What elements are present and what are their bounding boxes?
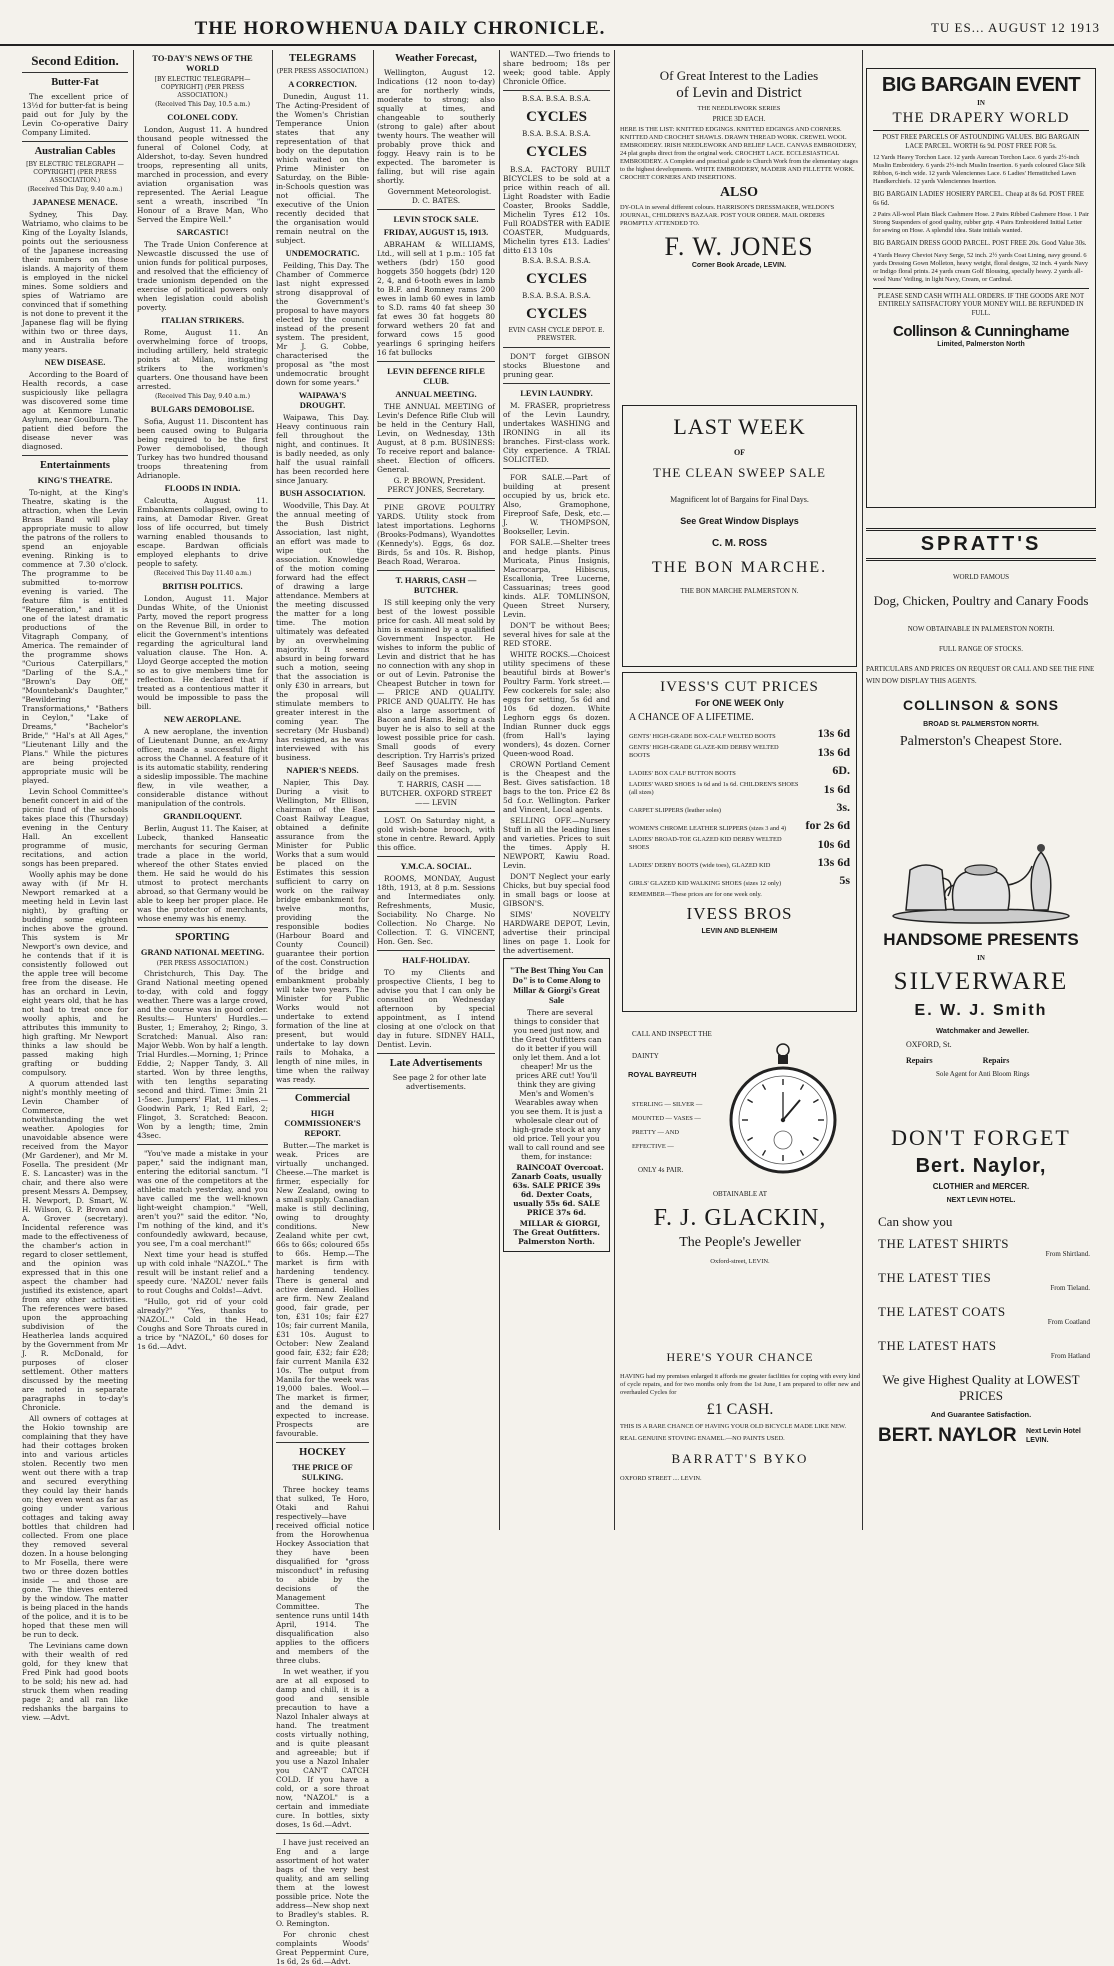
item-description: LADIES' WARD SHOES 1s 6d and 1s 6d. CHILDREN'S SHOES (all sizes): [629, 781, 799, 796]
ad-heading: BIG BARGAIN EVENT: [881, 74, 1081, 96]
ad-address: Oxford-street, LEVIN.: [710, 1258, 770, 1265]
masthead-date: TU ES... AUGUST 12 1913: [930, 20, 1100, 35]
ad-text: Watchmaker and Jeweller.: [936, 1026, 1030, 1035]
article-heading: Australian Cables: [34, 146, 116, 157]
article-text: London, August 11. Major Dundas White, of the Unionist Party, moved the report progress on the Revenue Bill, in order to elicit the Government's intentions regarding the agricultural land valuation clause. The Hon. A. Lloyd George accepted the motion so as to give members time for reflection. He declared that if treated as a contentious matter it would be impossible to pass the bill.: [137, 594, 268, 711]
ad-heading: THE DRAPERY WORLD: [892, 110, 1070, 126]
glackin-jeweller-ad: [620, 1030, 860, 1330]
signature: G. P. BROWN, President. PERCY JONES, Secretary.: [387, 476, 486, 494]
article-text: Feilding, This Day. The Chamber of Commerce last night expressed strong disapproval of the Government's proposal to have mayors elected by the council instead of the present system. The president, Mr J. G. Cobbe, characterised the proposal as "the most undemocratic brought down for some years.": [276, 261, 369, 387]
product-name: THE LATEST SHIRTS: [878, 1236, 1009, 1251]
article-heading: NEW DISEASE.: [44, 357, 106, 367]
ad-subheading: OF: [733, 448, 746, 457]
article-text: Berlin, August 11. The Kaiser, at Lubeck, thanked Hanseatic merchants for securing German trade a place in the world, whereof the other States envied them. He said he would do his utmost to protect merchants abroad, so that Germany would be able to keep her proper place. He was the protector of merchants, whose enemy was his enemy.: [137, 824, 268, 923]
article-text: Three hockey teams that sulked, Te Horo, Otaki and Rahui respectively—have received official notice from the Horowhenua Hockey Association that they have been disqualified for "gross misconduct" in refusing to abide by the decisions of the Management Committee. The sentence runs until 14th April, 1914. The disqualification also applies to the officers and members of the three clubs.: [276, 1485, 369, 1665]
ad-footer: [866, 1425, 1096, 1451]
item-description: LADIES' DERBY BOOTS (wide toes), GLAZED KID: [629, 862, 771, 869]
masthead: [0, 0, 1114, 46]
article-text: Sydney, This Day. Watriamo, who claims to be King of the Loyalty Islands, points out the seriousness of the Japanese increasing their numbers on those islands. A majority of them is employed in the nickel mines. Some soldiers and spies of Watriamo are convinced that if something is not done to prevent it the Japanese flag will be flying within two or three days, and in Australia before many years.: [22, 210, 128, 354]
article-text: Levin School Committee's benefit concert in aid of the picnic fund of the schools takes place this (Thursday) evening in the Century Hall. An excellent programme of music, recitations, and action songs has been prepared.: [22, 787, 128, 868]
ad-subheading: For ONE WEEK Only: [695, 698, 784, 708]
divider: [503, 383, 610, 384]
ad-text: OBTAINABLE AT: [712, 1190, 768, 1198]
silverware-icon: [886, 830, 1076, 925]
ad-heading: "The Best Thing You Can Do" is to Come Along to Millar & Giorgi's Great Sale: [509, 965, 604, 1005]
divider: [377, 856, 495, 857]
notice-text: See page 2 for other late advertisements.: [392, 1073, 487, 1091]
article-heading: BUSH ASSOCIATION.: [279, 488, 366, 498]
masthead-title: THE HOROWHENUA DAILY CHRONICLE.: [194, 18, 606, 39]
article-heading: A CORRECTION.: [288, 79, 357, 89]
article-text: London, August 11. A hundred thousand people witnessed the funeral of Colonel Cody, at Aldershot, to-day. Seven hundred troops, representing all units, marched in procession, and every aviation organisation was represented. The Aerial League sent a wreath, inscribed "In Honour of a Brave Man, Who Served the Empire Well.": [137, 125, 268, 224]
price-row: [629, 818, 850, 833]
ad-heading: THE CLEAN SWEEP SALE: [653, 465, 826, 480]
divider: [22, 72, 128, 73]
bsa-line: B.S.A. B.S.A. B.S.A.: [522, 95, 591, 103]
article-heading: COLONEL CODY.: [167, 112, 238, 122]
article-heading: JAPANESE MENACE.: [32, 197, 118, 207]
ad-items: RAINCOAT Overcoat. Zanarb Coats, usually 63s. SALE PRICE 39s 6d. Dexter Coats, usually 55s 6d. SALE PRICE 37s 6d.: [511, 1163, 604, 1217]
ad-text: NOW OBTAINABLE IN PALMERSTON NORTH.: [907, 625, 1055, 633]
ad-subheading: THE NEEDLEWORK SERIES: [697, 105, 781, 112]
article-text: Woolly aphis may be done away with (if Mr H. Newport remarked at a meeting held in Levin last night), by grafting or budding some eighteen inches above the ground. This system is Mr Newport's own device, and he contends that if it is consistently followed out the apple tree will become free from the disease. He has an orchard in Levin, eight years old, that he has not had to treat once for woolly aphis, and he attributes this immunity to high grafting. Mr Newport thinks a law should be passed making high grafting or budding compulsory.: [22, 870, 128, 1077]
bsa-line: B.S.A. B.S.A. B.S.A.: [522, 130, 591, 138]
ad-brand: IVESS BROS: [686, 904, 793, 923]
product-row: [878, 1270, 1096, 1298]
article-text: Christchurch, This Day. The Grand National meeting opened to-day, with cold and foggy weather. There was a large crowd, and the course was in good order. Results:— Hunters' Hurdles.—Buster, 1; Emerahoy, 2; Ringo, 3. Scratched: Manual. Also ran: Major Webb. Won by half a length. Trial Hurdles.—Morning, 1; Prince Eddie, 2; Napper Tandy, 3. All started. Won by three lengths, with ten lengths separating second and third. Time: 3min 21 1-5sec. Jumpers' Flat, 11 miles.—Goodwin Park, 1; Red Earl, 2; Flingot, 3. Scratched: Beacon. Won by a length; time, 2min 43sec.: [137, 969, 268, 1140]
item-price: 1s 6d: [823, 782, 850, 796]
article-subheading: (PER PRESS ASSOCIATION.): [156, 960, 249, 967]
product-origin: From Tieland.: [1050, 1284, 1090, 1292]
ross-bon-marche-ad: [622, 405, 857, 667]
item-price: 3s.: [836, 800, 850, 814]
ad-price: £1 CASH.: [706, 1401, 774, 1418]
notice-heading: T. HARRIS, CASH — BUTCHER.: [395, 575, 477, 595]
article-text: Napier, This Day. During a visit to Wellington, Mr Ellison, chairman of the East Coast Railway League, obtained a definite assurance from the Minister for Public Works that a sum would be placed on the Estimates this session sufficient to carry on work on the railway bridge embankment for twelve months, providing the responsible bodies (Harbour Board and County Council) guarantee their portion of the cost. Construction of the bridge and embankment probably will take two years. The Minister for Public Works would not undertake to extend formation of the line at present, but would undertake to lay down rails to Mohaka, a length of nine miles, in time when the railway was ready.: [276, 778, 369, 1084]
ad-price: ONLY 4s PAIR.: [638, 1166, 684, 1174]
ad-text: Sole Agent for Anti Bloom Rings: [936, 1070, 1030, 1078]
article-subheading: (Received This Day, 9.40 a.m.): [27, 186, 123, 193]
section-subheading: (PER PRESS ASSOCIATION.): [276, 68, 369, 75]
divider: [137, 927, 268, 928]
ad-text: See Great Window Displays: [680, 516, 799, 526]
product-origin: From Coatland: [1047, 1318, 1090, 1326]
article-text: Woodville, This Day. At the annual meeting of the Bush District Association, last night, an effort was made to wipe out the association. Knowledge of the motion coming forward had the effect of drawing a large attendance. Members at the meeting discussed the matter for a long time. The motion ultimately was defeated by an overwhelming majority. It seems absurd in being forward such a motion, seeing that the association is only £30 in arrears, but the proposal will stimulate members to greater interest in the coming year. The secretary (Mr Husband) has resigned, as he was interviewed with his business.: [276, 501, 369, 762]
article-text: To-night, at the King's Theatre, skating is the attraction, when the Levin Brass Band will play appropriate music to allow the patrons of the rollers to spend an enjoyable evening. Rinking is to commence at 7.30 o'clock. The programme to be submitted to-morrow evening is varied. The feature film is entitled "Regeneration," and it is one of the latest dramatic productions of the Vitagraph Company, of America. The remainder of the programme shows "Curious Caterpillars," "Darling of the S.A.," "Brown's Day Off," "Mountebank's Daughter," "Bewildering Transformations," "Bathers in Ceylon," "Lake of Dreams," "Bachelor's Bride," "Hal's at All Ages," "Lieutenant Lilly and the Plans." While the pictures are being projected appropriate music will be played.: [22, 488, 128, 785]
column-rule: [862, 50, 863, 1530]
classified-text: DON'T forget GIBSON stocks Bluestone and pruning gear.: [503, 352, 610, 379]
price-row: [629, 873, 850, 888]
classified-text: B.S.A. FACTORY BUILT BICYCLES to be sold at a price within reach of all. Light Roadster with Eadie Coaster, Brooks Saddle, Michelin Tyres £12 10s. Full ROADSTER with EADIE COASTER, Mudguards, Michelin tyres £13. Ladies' ditto £13 10s: [503, 165, 610, 255]
divider: [276, 1833, 369, 1834]
classified-text: FOR SALE.—Part of building at present occupied by us, brick etc. Also, Gramophone, Fireproof Safe, Desk, etc.—J. W. THOMPSON, Bookseller, Levin.: [503, 473, 610, 536]
column-rule: [272, 50, 273, 1530]
ad-text: HAVING had my premises enlarged it affords me greater facilities for coping with every kind of cycle repairs, and for two months only from the 1st June, I am prepared to offer new and overhauled Cycles for: [620, 1373, 860, 1396]
notice-text: IS still keeping only the very best of the lowest possible price for cash. All meat sold by him is examined by a qualified Government Inspector. He wishes to inform the public of Levin and district that he has no connection with any shop in or out of Levin. Patronise the Cheapest Butcher in town for— PRICE AND QUALITY. PRICE AND QUALITY. He has also a large assortment of Bacon and Hams. Being a cash buyer he is also to sell at the lowest possible price for cash. Small goods of every description. Try Harris's prized Beef Sausages made fresh daily on the premises.: [377, 598, 495, 778]
article-heading: ITALIAN STRIKERS.: [161, 315, 244, 325]
column-3: [276, 50, 369, 1966]
divider: [377, 361, 495, 362]
edition-heading: Second Edition.: [31, 53, 119, 68]
notice-text: LOST. On Saturday night, a gold wish-bone brooch, with stone in centre. Reward. Apply this office.: [377, 816, 495, 852]
divider: [377, 811, 495, 812]
price-row: [629, 744, 850, 760]
section-subheading: [BY ELECTRIC TELEGRAPH—COPYRIGHT] (PER PRESS ASSOCIATION.): [154, 76, 251, 99]
ad-list: 4 Yards Heavy Cheviot Navy Serge, 52 inch. 2½ yards Coat Lining, navy ground. 6 yards Dressing Gown Molleton, heavy weight, floral designs, 32 inch. 4 yards Navy or Indigo floral prints. 24 yards cream Golf Blousing, specially heavy. 2 yards all-wool Nuns' Veiling, in light Navy, Cream, or Cardinal.: [873, 251, 1089, 283]
ad-text: Repairs Repairs: [906, 1056, 1010, 1065]
notice-heading: ANNUAL MEETING.: [395, 389, 477, 399]
ad-subheading: The People's Jeweller: [679, 1235, 801, 1250]
advertisement-text: The Levinians came down with their wealth of red gold, for they knew that Fred Pink had good boots to be sold; his new ad. had struck them when reading page 2; and all ran like redshanks the bargains to view. —Advt.: [22, 1641, 128, 1722]
ad-text: PARTICULARS AND PRICES ON REQUEST OR CALL AND SEE THE FINE WIN DOW DISPLAY THIS AGENTS.: [866, 665, 1095, 685]
divider: [22, 141, 128, 142]
article-text: A new aeroplane, the invention of Lieutenant Dunne, an ex-Army officer, made a successful flight across the Channel. A feature of it is its automatic stability, rendering a sideslip impossible. The machine flew, in vile weather, a considerable distance without manipulation of the controls.: [137, 727, 268, 808]
article-heading: WAIPAWA'S DROUGHT.: [298, 390, 347, 410]
ad-brand: COLLINSON & SONS: [902, 697, 1059, 713]
ad-text: REAL GENUINE STOVING ENAMEL.—NO PAINTS USED.: [620, 1435, 785, 1442]
column-4: [377, 50, 495, 1530]
cycles-heading: CYCLES: [526, 109, 587, 125]
price-row: [629, 781, 850, 797]
divider: [22, 455, 128, 456]
ad-brand: ROYAL BAYREUTH: [628, 1070, 697, 1079]
column-rule: [133, 50, 134, 1530]
ad-heading: IVESS'S CUT PRICES: [660, 679, 819, 695]
item-description: WOMEN'S CHROME LEATHER SLIPPERS (sizes 3 and 4): [629, 825, 787, 832]
column-5: [503, 50, 610, 1530]
ad-text: REMEMBER—These prices are for one week only.: [629, 891, 762, 898]
item-price: 13s 6d: [817, 745, 850, 759]
ad-text: There are several things to consider that you need just now, and the Great Outfitters can do it better if you will only let them. And a lot cheaper! Mr us the prices ARE cut! You'll think they are giving Men's and Women's Wearables away when you see them. It is just a wholesale clear out of high-grade stock at any old price. Tell your you wall to call round and see them, for instance:: [508, 1008, 605, 1161]
article-heading: GRANDILOQUENT.: [163, 811, 242, 821]
article-text: Rome, August 11. An overwhelming force of troops, including artillery, held strategic points at Milan, instigating strikers to the workmen's quarters. One thousand have been arrested.: [137, 328, 268, 391]
notice-heading: Y.M.C.A. SOCIAL.: [400, 861, 472, 871]
price-list: [629, 726, 850, 888]
ad-footer: MILLAR & GIORGI, The Great Outfitters. Palmerston North.: [513, 1219, 601, 1246]
ad-text: STERLING — SILVER — MOUNTED — VASES — PRETTY — AND EFFECTIVE —: [632, 1101, 703, 1150]
article-text: Waipawa, This Day. Heavy continuous rain fell throughout the night, and continues. It is badly needed, as only half the usual rainfall has been recorded here since January.: [276, 413, 369, 485]
pocket-watch-icon: [728, 1040, 838, 1185]
section-heading: Late Advertisements: [389, 1058, 483, 1069]
ad-text: PLEASE SEND CASH WITH ALL ORDERS. IF THE GOODS ARE NOT ENTIRELY SATISFACTORY YOUR MONEY WILL BE REFUNDED IN FULL.: [877, 292, 1085, 317]
divider: [377, 570, 495, 571]
ad-heading: Of Great Interest to the Ladies: [659, 68, 819, 83]
received-note: (Received This Day, 10.5 a.m.): [154, 101, 251, 108]
ad-heading: Dog, Chicken, Poultry and Canary Foods: [873, 593, 1089, 608]
item-price: 6D.: [832, 763, 850, 777]
product-row: [878, 1338, 1096, 1366]
divider: [873, 130, 1089, 131]
ad-brand: C. M. ROSS: [711, 538, 767, 549]
divider: [377, 950, 495, 951]
notice-heading: LEVIN LAUNDRY.: [520, 388, 593, 398]
ad-address: Next Levin Hotel LEVIN.: [1026, 1428, 1081, 1444]
item-description: LADIES' BOX CALF BUTTON BOOTS: [629, 770, 736, 777]
ad-address: BROAD St. PALMERSTON NORTH.: [923, 721, 1039, 728]
price-row: [629, 836, 850, 852]
cycles-heading: CYCLES: [526, 306, 587, 322]
article-heading: HIGH COMMISSIONER'S REPORT.: [284, 1108, 361, 1138]
jones-needlework-ad: [620, 68, 858, 380]
section-heading: Weather Forecast,: [395, 53, 477, 64]
divider: [873, 288, 1089, 289]
product-row: [878, 1236, 1096, 1264]
bsa-line: B.S.A. B.S.A. B.S.A.: [522, 257, 591, 265]
ad-subheading: IN: [977, 99, 985, 107]
item-price: for 2s 6d: [805, 818, 850, 832]
notice-text: THE ANNUAL MEETING of Levin's Defence Rifle Club will be held in the Century Hall, Levin, on Wednesday, 13th August, at 8 p.m. BUSINESS: To receive report and balance-sheet. Election of officers. General.: [377, 402, 495, 474]
article-heading: NAPIER'S NEEDS.: [286, 765, 359, 775]
notice-heading: FRIDAY, AUGUST 15, 1913.: [383, 227, 489, 237]
notice-heading: LEVIN STOCK SALE.: [393, 214, 479, 224]
ad-text: A CHANCE OF A LIFETIME.: [629, 712, 754, 723]
article-heading: Entertainments: [40, 460, 110, 471]
column-2: [137, 50, 268, 1530]
notice-heading: LEVIN DEFENCE RIFLE CLUB.: [387, 366, 485, 386]
ad-text: DAINTY: [632, 1052, 659, 1060]
divider: [276, 1442, 369, 1443]
ad-text: BIG BARGAIN DRESS GOOD PARCEL. POST FREE 20s. Good Value 30s.: [873, 240, 1087, 247]
ad-text: Palmerston's Cheapest Store.: [899, 734, 1063, 749]
article-heading: FLOODS IN INDIA.: [164, 483, 241, 493]
ad-subheading: IN: [977, 954, 985, 962]
column-rule: [373, 50, 374, 1530]
article-text: Calcutta, August 11. Embankments collapsed, owing to rains, at Damodar River. Great loss of life occurred, but timely warning enabled thousands to escape. Bardwan officials employed elephants to drive people to safety.: [137, 496, 268, 568]
ad-text: THIS IS A RARE CHANCE OF HAVING YOUR OLD BICYCLE MADE LIKE NEW.: [620, 1423, 847, 1430]
product-origin: From Hatland: [1050, 1352, 1090, 1360]
ad-address: LEVIN AND BLENHEIM: [701, 928, 778, 935]
ad-brand: E. W. J. Smith: [914, 1002, 1048, 1019]
cycles-heading: CYCLES: [526, 144, 587, 160]
article-heading: BULGARS DEMOBOLISE.: [150, 404, 255, 414]
ad-list: HERE IS THE LIST: KNITTED EDGINGS. KNITTED EDGINGS AND CORNERS. KNITTED AND CROCHET SHAWLS. DRAWN THREAD WORK. CREWEL WOOL EMBROIDERY. IRISH NEEDLEWORK AND RELIEF LACE. CANVAS EMBROIDERY, 24 plat graphs direct from the original work. CROCHET LACE. ECCLESIASTICAL EMBROIDERY. A Complete and practical guide to Church Work from the elementary stages to the highest developments. WHITE EMBROIDERY, MADEIR AND FILLETTE WORK. CROCHET CORNERS AND INSERTIONS.: [620, 126, 858, 181]
ad-text: Can show you: [878, 1214, 953, 1229]
ad-brand: SPRATT'S: [866, 528, 1096, 561]
product-name: THE LATEST HATS: [878, 1338, 997, 1353]
advertisement-text: For chronic chest complaints Woods' Great Peppermint Cure, 1s 6d, 2s 6d.—Advt.: [276, 1930, 369, 1966]
article-text: According to the Board of Health records, a case suspiciously like pellagra was discovered some time ago at Kenmore Lunatic Asylum, near Goulburn. The patient died before the disease never was diagnosed.: [22, 370, 128, 451]
article-text: Dunedin, August 11. The Acting-President of the Women's Christian Temperance Union states that any representation of that body on the deputation which waited on the Prime Minister on Saturday, on the Bible-in-Schools question was not official. The executive of the Union recently decided that the organisation would remain neutral on the subject.: [276, 92, 369, 245]
notice-text: ROOMS, MONDAY, August 18th, 1913, at 8 p.m. Sessions and Intermediates only. Refreshments, Music, Sociability. No Charge. No Collection. No Charge. No Collection. T. G. VINCENT, Hon. Gen. Sec.: [377, 874, 495, 946]
ivess-cut-prices-ad: [622, 672, 857, 1012]
classified-text: M. FRASER, proprietress of the Levin Laundry, undertakes WASHING and IRONING in all its branches. First-class work. City experience. A TRIAL SOLICITED.: [503, 401, 610, 464]
ad-heading: HERE'S YOUR CHANCE: [666, 1350, 814, 1364]
divider: [503, 347, 610, 348]
article-heading: BRITISH POLITICS.: [162, 581, 243, 591]
ad-address: Limited, Palmerston North: [937, 341, 1025, 348]
ad-heading: HANDSOME PRESENTS: [883, 930, 1079, 949]
ad-text: Magnificent lot of Bargains for Final Days.: [670, 495, 809, 504]
price-row: [629, 800, 850, 815]
classified-text: DON'T be without Bees; several hives for sale at the RED STORE.: [503, 621, 610, 648]
article-heading: UNDEMOCRATIC.: [285, 248, 360, 258]
ad-heading: of Levin and District: [676, 85, 802, 101]
item-description: LADIES' BROAD-TOE GLAZED KID DERBY WELTED SHOES: [629, 836, 782, 851]
ad-subheading: CLOTHIER and MERCER.: [932, 1182, 1030, 1191]
ad-price: PRICE 3D EACH.: [712, 115, 766, 123]
item-description: GENTS' HIGH-GRADE BOX-CALF WELTED BOOTS: [629, 733, 776, 740]
item-description: GENTS' HIGH-GRADE GLAZE-KID DERBY WELTED BOOTS: [629, 744, 779, 759]
divider: [503, 468, 610, 469]
ad-address: OXFORD, St.: [906, 1040, 952, 1049]
item-price: 13s 6d: [817, 726, 850, 740]
dealer-line: EVIN CASH CYCLE DEPOT. E. PREWSTER.: [508, 327, 605, 342]
classified-text: SIMS' NOVELTY HARDWARE DEPOT, Levin, advertise their principal lines on page 1. Look for the advertisement.: [503, 910, 610, 955]
classified-text: WHITE ROCKS.—Choicest utility specimens of these beautiful birds at Bower's Poultry Farm. York street.—Few cockerels for sale; also eggs for setting, 5s 6d and 10s 6d dozen. White Leghorn eggs 6s dozen. Indian Runner duck eggs (from Hall's laying wonders), 4s dozen. Corner Queen-wood Road.: [503, 650, 610, 758]
section-heading: Commercial: [294, 1093, 351, 1104]
ad-brand: THE BON MARCHE.: [651, 559, 828, 576]
product-origin: From Shirtland.: [1045, 1250, 1090, 1258]
article-subheading: [BY ELECTRIC TELEGRAPH — COPYRIGHT] (PER PRESS ASSOCIATION.): [26, 161, 124, 184]
received-note: (Received This Day, 9.40 a.m.): [154, 393, 251, 400]
ad-heading: DON'T FORGET: [891, 1125, 1071, 1150]
divider: [503, 90, 610, 91]
column-rule: [614, 50, 615, 1530]
article-text: The Trade Union Conference at Newcastle discussed the use of union funds for political purposes, and resolved that the efficiency of trade unionism depended on the exercise of political powers only when legislation could abolish poverty.: [137, 240, 268, 312]
ad-brand: BARRATT'S BYKO: [671, 1451, 809, 1466]
collinson-cunninghame-ad: [866, 68, 1096, 508]
section-heading: TELEGRAMS: [288, 53, 357, 64]
advertisement-text: I have just received an Eng and a large assortment of hot water bags of the very best quality, and am selling them at the lowest possible price. Note the address—New shop next to Bradley's stables. R. O. Remington.: [276, 1838, 369, 1928]
section-heading: SPORTING: [175, 932, 230, 943]
item-description: GIRLS' GLAZED KID WALKING SHOES (sizes 12 only): [629, 880, 782, 887]
ad-brand: Collinson & Cunninghame: [893, 323, 1069, 340]
article-heading: GRAND NATIONAL MEETING.: [140, 947, 265, 957]
divider: [377, 209, 495, 210]
ad-heading: SILVERWARE: [893, 968, 1069, 995]
naylor-clothier-ad: [866, 1125, 1096, 1530]
divider: [377, 1053, 495, 1054]
article-text: All owners of cottages at the Hokio township are complaining that they have had their cottages broken into and various articles stolen. Recently two men went out there with a trap and secured everything they could lay their hands on; they even went as far as going under various cottages and taking away bottles that children had collected. From one place they removed several dozen. In a house belonging to Mr Fosella, there were two or three dozen bottles inside — and those are gone. The thieves entered by the window. The matter is being placed in the hands of the police, and it is to be hoped that these men will be run to deck.: [22, 1414, 128, 1639]
advertisement-text: "Hullo, got rid of your cold already?" "Yes, thanks to 'NAZOL.'" Cold in the Head, Coughs and Sore Throats cured in a trice by "NAZOL," 60 doses for 1s 6d.—Advt.: [137, 1297, 268, 1351]
column-rule: [499, 50, 500, 1530]
ad-text: BIG BARGAIN LADIES' HOSIERY PARCEL. Cheap at 8s 6d. POST FREE 6s 6d.: [873, 191, 1084, 207]
classified-text: CROWN Portland Cement is the Cheapest and the Best. Gives satisfaction. 18 bags to the ton. Price £2 8s 5d f.o.r. Wellington. Parker and Vincent, Local agents.: [503, 760, 610, 814]
barratt-byko-ad: [620, 1350, 860, 1530]
divider: [137, 1144, 268, 1145]
ad-text: WORLD FAMOUS: [952, 573, 1010, 581]
item-description: CARPET SLIPPERS (leather soles): [629, 807, 722, 814]
section-heading: TO-DAY'S NEWS OF THE WORLD: [152, 53, 253, 73]
ad-text: DY-OLA in several different colours. HARRISON'S DRESSMAKER, WELDON'S JOURNAL, CHILDREN'S BAZAAR. POST YOUR ORDER. MAIL ORDERS PROMPTLY ATTENDED TO.: [620, 204, 835, 227]
ad-text: And Guarantee Satisfaction.: [930, 1410, 1032, 1419]
article-text: "You've made a mistake in your paper," said the indignant man, entering the editorial sanctum. "I was one of the competitors at the athletic match yesterday, and you have called me the well-known light-weight champion." "Well, aren't you?" said the editor. "No, I'm nothing of the kind, and it's confoundedly awkward, because, you see, I'm a coal merchant!": [137, 1149, 268, 1248]
section-heading: HOCKEY: [299, 1447, 346, 1458]
article-heading: Butter-Fat: [51, 77, 99, 88]
ad-text: POST FREE PARCELS OF ASTOUNDING VALUES. BIG BARGAIN LACE PARCEL. WORTH 6s 9d. POST FREE FOR 5s.: [882, 134, 1080, 150]
article-heading: THE PRICE OF SULKING.: [292, 1462, 353, 1482]
article-heading: KING'S THEATRE.: [37, 475, 113, 485]
divider: [276, 1088, 369, 1089]
ad-heading: LAST WEEK: [673, 414, 806, 439]
ad-footer: THE BON MARCHE PALMERSTON N.: [680, 587, 799, 595]
ad-heading: ALSO: [719, 185, 759, 200]
classified-text: SELLING OFF.—Nursery Stuff in all the leading lines and varieties. Prices to suit the times. Apply H. NEWPORT, Kawiu Road. Levin.: [503, 816, 610, 870]
ad-brand: Bert. Naylor,: [915, 1155, 1047, 1177]
product-name: THE LATEST TIES: [878, 1270, 992, 1285]
product-name: THE LATEST COATS: [878, 1304, 1006, 1319]
article-text: Wellington, August 12. Indications (12 noon to-day) are for northerly winds, moderate to strong; also squally at times, and changeable to southerly (strong to gale) after about twenty hours. The weather will probably prove thick and foggy. Heavy rain is to be expected. The barometer is falling, but will rise again shortly.: [377, 68, 495, 185]
article-text: The excellent price of 13½d for butter-fat is being paid out for July by the Levin Co-operative Dairy Company Limited.: [22, 92, 128, 137]
ad-address: Corner Book Arcade, LEVIN.: [691, 262, 787, 269]
ad-brand: BERT. NAYLOR: [878, 1425, 1017, 1446]
article-heading: NEW AEROPLANE.: [163, 714, 242, 724]
ad-list: 12 Yards Heavy Torchon Lace. 12 yards Aurecan Torchon Lace. 6 yards 2½-inch Muslin Embroidery. 6 yards 2½-inch Muslin Insertion. 6 yards coloured Glace Silk Ribbon, 6-inch wide. 12 yards Valenciennes Lace. 6 Ladies' Hemstitched Lawn Handkerchiefs. 12 yards Valenciennes Insertion.: [873, 154, 1086, 185]
item-price: 5s: [839, 873, 850, 887]
ad-text: CALL AND INSPECT THE: [632, 1030, 712, 1038]
advertisement-text: Next time your head is stuffed up with cold inhale "NAZOL." The result will be instant relief and a speedy cure. 'NAZOL' never fails to rout Coughs and Colds!—Advt.: [137, 1250, 268, 1295]
signature: Government Meteorologist. D. C. BATES.: [387, 187, 492, 205]
notice-footer: T. HARRIS, CASH —— BUTCHER. OXFORD STREET —— LEVIN: [380, 780, 492, 807]
classified-text: FOR SALE.—Shelter trees and hedge plants. Pinus Muricata, Pinus Insignis, Macrocarpa, Hibiscus, Escallonia, Tree Lucerne, Cassuarinas; trees good kinds. ALF. TOMLINSON, Queen Street Nursery, Levin.: [503, 538, 610, 619]
millar-giorgi-ad: [503, 958, 610, 1252]
notice-text: PINE GROVE POULTRY YARDS. Utility stock from latest importations. Leghorns (Brooks-Podmans), Wyandottes (Kennedy's). Eggs, 6s doz. Birds, 5s and 10s. R. Bishop, Beach Road, Weraroa.: [377, 503, 495, 566]
product-row: [878, 1304, 1096, 1332]
price-row: [629, 855, 850, 870]
ad-brand: F. J. GLACKIN,: [653, 1205, 827, 1231]
article-text: A quorum attended last night's monthly meeting of Levin Chamber of Commerce, notwithstanding the wet weather. Apologies for unavoidable absence were received from the Mayor (Mr Gardener), and Mr M. Fosella. The president (Mr E. S. Lancaster) was in the chair, and there also were present Messrs A. Dempsey, H. Newport, D. Smart, W. H. Wilson, G. P. Brown and A. Grover (secretary). Incidental reference was made to the effectiveness of the chamber's action in regard to closer settlement, and the opinion was expressed that in this one aspect the chamber had justified its existence, apart from any other activities. The references were based upon the approaching subdivision of the Heatherlea lands acquired by the Government from Mr J. R. McDonald, for purposes of closer settlement. Other matters discussed by the meeting are noted in separate paragraphs in to-day's Chronicle.: [22, 1079, 128, 1412]
article-heading: SARCASTIC!: [176, 227, 229, 237]
ad-address: OXFORD STREET .... LEVIN.: [620, 1475, 702, 1482]
notice-heading: HALF-HOLIDAY.: [402, 955, 470, 965]
ad-list: 2 Pairs All-wool Plain Black Cashmere Hose. 2 Pairs Ribbed Cashmere Hose. 1 Pair Strong Suspenders of good quality, rubber grip. 4 Pairs Embroidered Initial Letter for sewing on Hose. A splendid idea. State initials wanted.: [873, 211, 1090, 234]
classified-text: WANTED.—Two friends to share bedroom; 18s per week; good table. Apply Chronicle Office.: [503, 50, 610, 86]
price-row: [629, 726, 850, 741]
cycles-heading: CYCLES: [526, 271, 587, 287]
article-text: Butter.—The market is weak. Prices are virtually unchanged. Cheese.—The market is firmer, especially for New Zealand, owing to a small supply. Canadian make is still declining, owing to droughty conditions. New Zealand white per cwt, 66s to 66s; coloured 65s to 66s. Hemp.—The market is firm with hardening tendency. There is general and active demand. Hollies are firm. New Zealand good, fair grade, per ton, £31 10s; fair £27 10s; fair current Manila, £31 10s. August to October: New Zealand good fair, £32; fair £28; fair current Manila £32 10s. The output from Manila for the week was 19,000 bales. Wool.—The market is firmer, and the demand is expected to increase. Prospects are favourable.: [276, 1141, 369, 1438]
spratts-ad: [866, 528, 1096, 818]
article-text: Sofia, August 11. Discontent has been caused owing to Bulgaria being required to be the first Power demobolised, though Turkey has two hundred thousand troops threatening from Adrianople.: [137, 417, 268, 480]
received-note: (Received This Day 11.40 a.m.): [153, 570, 252, 577]
ad-address: NEXT LEVIN HOTEL.: [946, 1197, 1016, 1204]
column-1: [22, 50, 128, 1722]
product-list: [866, 1236, 1096, 1366]
divider: [377, 498, 495, 499]
notice-text: TO my Clients and prospective Clients, I beg to advise you that I can only be consulted on Wednesday afternoon by special appointment, as I intend closing at one o'clock on that day in future. SIDNEY HALL, Dentist. Levin.: [377, 968, 495, 1049]
ad-brand: F. W. JONES: [664, 232, 814, 261]
price-row: [629, 763, 850, 778]
advertisement-text: In wet weather, if you are at all exposed to damp and chill, it is a good and sensible precaution to have a Nazol Inhaler always at hand. The treatment costs virtually nothing, and is quite pleasant and agreeable; but if you use a Nazol Inhaler you CAN'T CATCH COLD. If you have a cold, or a sore throat now, "NAZOL" is a certain and immediate cure. In bottles, sixty doses, 1s 6d.—Advt.: [276, 1667, 369, 1829]
notice-text: ABRAHAM & WILLIAMS, Ltd., will sell at 1 p.m.: 105 fat wethers (bdr) 150 good hoggets 350 hoggets (bdr) 120 2, 4, and 6-tooth ewes in lamb to B.F. and Romney rams 200 ewes in lamb 60 ewes in lamb to S.D. rams 40 fat sheep 30 fat ewes 30 fat hoggets 80 forward wethers 20 fat and forward cows 15 good yearlings 6 springing heifers 16 fat bullocks: [377, 240, 495, 357]
classified-text: DON'T Neglect your early Chicks, but buy special food in small bags or loose at GIBSON'S.: [503, 872, 610, 908]
item-price: 10s 6d: [817, 837, 850, 851]
bsa-line: B.S.A. B.S.A. B.S.A.: [522, 292, 591, 300]
smith-silverware-ad: [866, 830, 1096, 1110]
ad-text: We give Highest Quality at LOWEST PRICES: [882, 1372, 1080, 1403]
ad-text: FULL RANGE OF STOCKS.: [938, 645, 1023, 653]
item-price: 13s 6d: [817, 855, 850, 869]
